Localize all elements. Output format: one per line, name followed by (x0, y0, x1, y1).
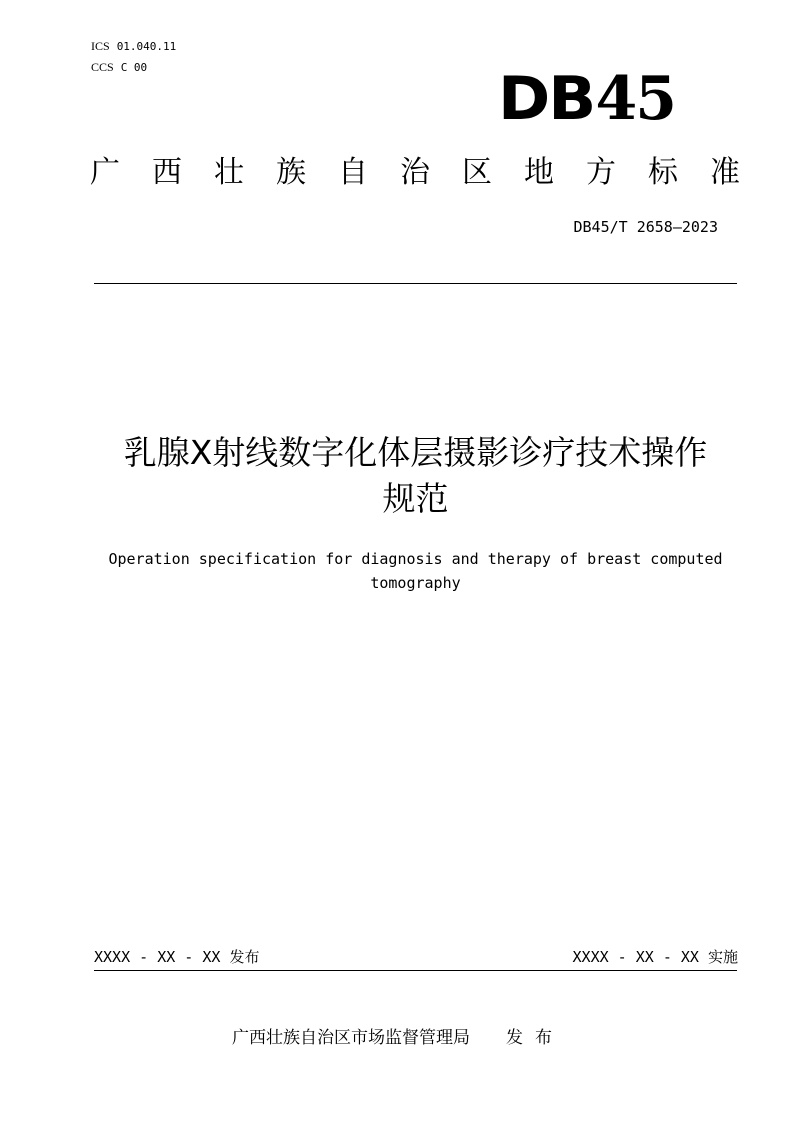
db45-logo (498, 64, 683, 134)
ccs-line (91, 60, 147, 75)
standard-type-char: 西 (152, 155, 182, 190)
issuer-action: 发布 (506, 1028, 564, 1048)
title-zh-line-1: 乳腺X射线数字化体层摄影诊疗技术操作 (123, 433, 708, 472)
implementation-date: XXXX - XX - XX 实施 (572, 948, 738, 966)
standard-type-char: 族 (276, 155, 306, 190)
document-title-zh (94, 430, 737, 522)
ics-line (91, 39, 176, 54)
issue-date: XXXX - XX - XX 发布 (94, 948, 260, 966)
ccs-code: C 00 (120, 61, 148, 74)
ccs-label: CCS (91, 60, 114, 74)
title-zh-line-2: 规范 (382, 479, 449, 518)
standard-type-char: 方 (586, 155, 616, 190)
standard-type-char: 区 (462, 155, 492, 190)
top-divider (94, 283, 737, 284)
standard-type-char: 准 (710, 155, 740, 190)
ics-code: 01.040.11 (116, 40, 177, 53)
logo-number: 45 (595, 64, 676, 134)
document-title-en (94, 547, 737, 595)
standard-type-char: 标 (648, 155, 678, 190)
standard-type-char: 自 (338, 155, 368, 190)
ics-label: ICS (91, 39, 110, 53)
standard-type-char: 壮 (214, 155, 244, 190)
standard-type-char: 广 (90, 155, 120, 190)
standard-type-char: 地 (524, 155, 554, 190)
bottom-divider (94, 970, 737, 971)
title-en-line-2: tomography (370, 574, 461, 592)
logo-prefix: DB (498, 64, 595, 134)
standard-type-char: 治 (400, 155, 430, 190)
standard-number: DB45/T 2658—2023 (573, 218, 718, 236)
title-en-line-1: Operation specification for diagnosis and therapy of breast computed (108, 550, 723, 568)
issuer-name: 广西壮族自治区市场监督管理局 (232, 1028, 470, 1048)
issuer-line (232, 1026, 564, 1050)
standard-type-heading (90, 150, 740, 196)
